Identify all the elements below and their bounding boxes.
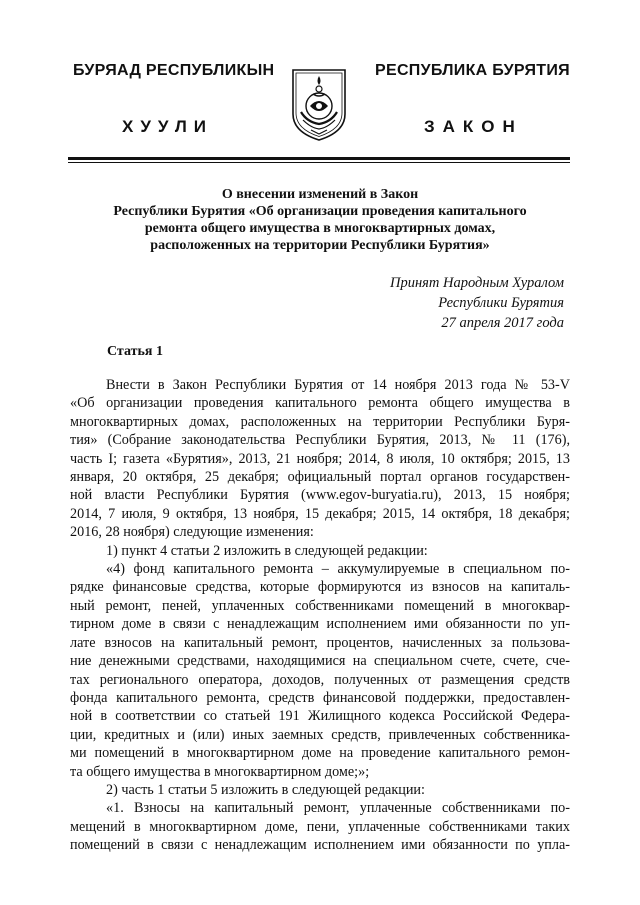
body-line: Внести в Закон Республики Бурятия от 14 ноября 2013 года № 53-V xyxy=(106,377,570,393)
body-line: тах регионального оператора, доходов, полученных от размещения средств xyxy=(70,671,570,688)
body-line: та общего имущества в многоквартирном доме;»; xyxy=(70,763,370,780)
article-heading: Статья 1 xyxy=(107,344,163,359)
body-line: ние денежными средствами, находящимися на специальном счете, счете, сче- xyxy=(70,653,570,670)
body-line: мещений в многоквартирном доме, пени, уплаченные собственниками таких xyxy=(70,818,570,835)
body-line: 2014, 7 июля, 9 октября, 13 ноября, 15 декабря; 2015, 14 октября, 18 декабря; xyxy=(70,505,570,522)
body-line: 2016, 28 ноября) следующие изменения: xyxy=(70,524,314,541)
title-line: расположенных на территории Республики Бурятия» xyxy=(150,238,490,253)
header-khuuli: ХУУЛИ xyxy=(122,117,213,136)
body-line: фонда капитального ремонта, средств финансовой поддержки, предоставлен- xyxy=(70,689,570,706)
adoption-line: 27 апреля 2017 года xyxy=(441,315,564,331)
body-line: ный ремонт, пеней, уплаченных собственниками помещений в многоквар- xyxy=(70,597,570,614)
body-line: многоквартирных домах, расположенных на территории Республики Буря- xyxy=(70,413,570,430)
body-line: января, 20 октября, 25 декабря; официальный портал органов государствен- xyxy=(70,469,570,486)
body-line: тирном доме в связи с ненадлежащим исполнением ими обязанности по уп- xyxy=(70,616,570,633)
body-line: помещений в связи с ненадлежащим исполнением ими обязанности по упла- xyxy=(70,837,570,854)
law-title xyxy=(70,186,570,254)
header-rule-thick xyxy=(68,157,570,160)
body-line: «1. Взносы на капитальный ремонт, уплаченные собственниками по- xyxy=(106,800,570,817)
title-line: ремонта общего имущества в многоквартирных домах, xyxy=(144,221,496,236)
body-line: 1) пункт 4 статьи 2 изложить в следующей редакции: xyxy=(106,542,428,559)
body-line: ции, кредитных и (или) иных заемных средств, привлеченных собственника- xyxy=(70,726,570,743)
title-line: Республики Бурятия «Об организации проведения капитального xyxy=(113,204,527,219)
coat-of-arms-emblem-icon xyxy=(289,62,349,142)
body-line: ми помещений в многоквартирном доме на проведение капитального ремон- xyxy=(70,745,570,762)
title-line: О внесении изменений в Закон xyxy=(221,187,419,202)
document-header xyxy=(0,0,640,160)
body-line: тия» (Собрание законодательства Республики Бурятия, 2013, № 11 (176), xyxy=(70,432,570,449)
body-line: «Об организации проведения капитального ремонта общего имущества в xyxy=(70,395,570,412)
article-body xyxy=(70,376,570,855)
body-line: ной в соответствии со статьей 191 Жилищного кодекса Российской Федера- xyxy=(70,708,570,725)
body-line: часть I; газета «Бурятия», 2013, 21 ноября; 2014, 8 июля, 10 октября; 2015, 13 xyxy=(70,450,570,467)
header-rule-thin xyxy=(68,162,570,163)
adoption-line: Республики Бурятия xyxy=(438,295,564,311)
header-republic-buryatia: РЕСПУБЛИКА БУРЯТИЯ xyxy=(375,62,570,79)
header-buryat-republic: БУРЯАД РЕСПУБЛИКЫН xyxy=(73,62,275,79)
body-line: «4) фонд капитального ремонта – аккумулируемые в специальном по- xyxy=(106,561,570,578)
body-line: 2) часть 1 статьи 5 изложить в следующей редакции: xyxy=(106,781,425,798)
adoption-note xyxy=(390,273,564,333)
adoption-line: Принят Народным Хуралом xyxy=(389,275,564,291)
header-zakon: ЗАКОН xyxy=(424,117,523,136)
body-line: рядке финансовые средства, которые формируются из взносов на капиталь- xyxy=(70,579,570,596)
body-line: лате взносов на капитальный ремонт, процентов, начисленных за пользова- xyxy=(70,634,570,651)
body-line: ной власти Республики Бурятия (www.egov-buryatia.ru), 2013, 15 ноября; xyxy=(70,487,570,504)
